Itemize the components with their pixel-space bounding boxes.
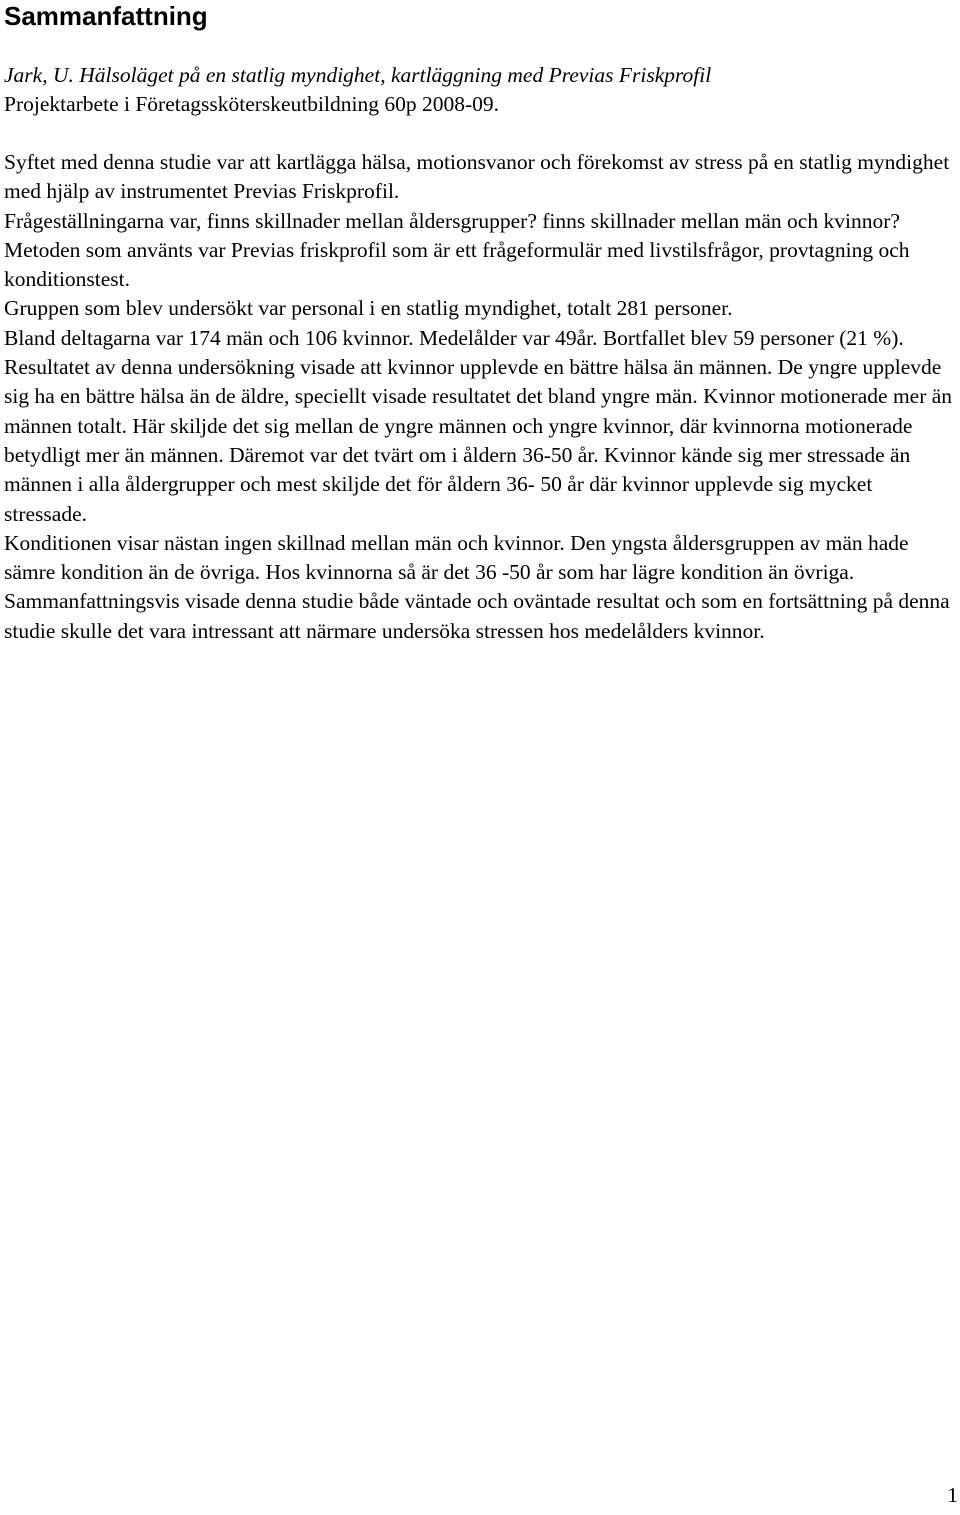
paragraph-group: Gruppen som blev undersökt var personal i en statlig myndighet, totalt 281 personer. [4,296,733,321]
paragraph-results: Resultatet av denna undersökning visade att kvinnor upplevde en bättre hälsa än männen. De yngre upplevde sig ha en bättre hälsa än de äldre, speciellt visade resultatet det bland yngre män. Kvinnor motionerade mer än männen totalt. Här skiljde det sig mellan de yngre männen och yngre kvinnor, där kvinnorna motionerade betydligt mer än männen. Däremot var det tvärt om i åldern 36-50 år. Kvinnor kände sig mer stressade än männen i alla åldergrupper och mest skiljde det för åldern 36- 50 år där kvinnor upplevde sig mycket stressade. [4,355,953,526]
paragraph-fitness: Konditionen visar nästan ingen skillnad mellan män och kvinnor. Den yngsta åldersgruppen av män hade sämre kondition än de övriga. Hos kvinnorna så är det 36 -50 år som har lägre kondition än övriga. [4,530,909,585]
document-page [4,0,956,646]
page-number: 1 [947,1483,958,1507]
paragraph-questions: Frågeställningarna var, finns skillnader mellan åldersgrupper? finns skillnader mellan män och kvinnor? [4,208,900,233]
paragraph-purpose: Syftet med denna studie var att kartlägga hälsa, motionsvanor och förekomst av stress på en statlig myndighet med hjälp av instrumentet Previas Friskprofil. [4,150,950,204]
citation [4,61,956,119]
section-heading: Sammanfattning [4,1,208,31]
paragraph-method: Metoden som använts var Previas friskprofil som är ett frågeformulär med livstilsfrågor, provtagning och konditionstest. [4,237,910,292]
paragraph-conclusion: Sammanfattningsvis visade denna studie både väntade och oväntade resultat och som en fortsättning på denna studie skulle det vara intressant att närmare undersöka stressen hos medelålders kvinnor. [4,589,950,643]
citation-author-title: Jark, U. Hälsoläget på en statlig myndighet, kartläggning med Previas Friskprofil [4,63,712,87]
summary-body [4,148,956,646]
citation-project: Projektarbete i Företagssköterskeutbildning 60p 2008-09. [4,92,500,116]
paragraph-participants: Bland deltagarna var 174 män och 106 kvinnor. Medelålder var 49år. Bortfallet blev 59 personer (21 %). [4,325,904,350]
